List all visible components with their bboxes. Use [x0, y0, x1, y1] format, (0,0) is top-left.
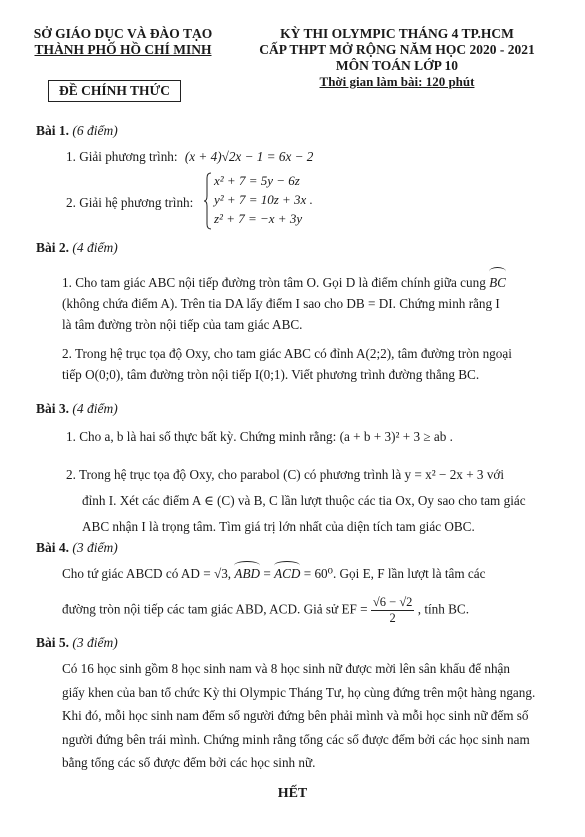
- fraction-numerator: √6 − √2: [372, 595, 413, 609]
- equation-system: [214, 172, 313, 227]
- arc-bc: BC: [489, 272, 506, 293]
- fraction-denominator: 2: [389, 611, 396, 625]
- department-line-2: THÀNH PHỐ HỒ CHÍ MINH: [34, 42, 212, 57]
- bai5-body: [62, 657, 577, 775]
- bai2-label: Bài 2.: [36, 240, 70, 255]
- bai1-label: Bài 1.: [36, 123, 70, 138]
- bai2-title: [36, 240, 118, 256]
- bai5-line5: bằng tổng các số được đếm bởi các học sinh nữ.: [62, 755, 316, 770]
- bai1-points: (6 điểm): [72, 123, 118, 138]
- bai2-part1: [62, 272, 577, 335]
- bai2-points: (4 điểm): [72, 240, 118, 255]
- bai1-q2-label: 2. Giải hệ phương trình:: [66, 195, 194, 210]
- bai3-q2-line1: 2. Trong hệ trục tọa độ Oxy, cho parabol (C) có phương trình là y = x² − 2x + 3 với: [66, 467, 505, 482]
- bai4-l1-eq: =: [260, 566, 275, 581]
- bai3-q1: 1. Cho a, b là hai số thực bất kỳ. Chứng minh rằng: (a + b + 3)² + 3 ≥ ab .: [66, 429, 453, 444]
- exam-subject: MÔN TOÁN LỚP 10: [335, 58, 459, 73]
- ef-fraction: [371, 595, 415, 626]
- angle-abd: ABD: [234, 566, 261, 581]
- bai5-points: (3 điểm): [72, 635, 118, 650]
- bai5-label: Bài 5.: [36, 635, 70, 650]
- system-eq-3: z² + 7 = −x + 3y: [214, 211, 303, 226]
- bai3-label: Bài 3.: [36, 401, 70, 416]
- bai5-line1: Có 16 học sinh gồm 8 học sinh nam và 8 học sinh nữ được mời lên sân khấu để nhận: [62, 661, 510, 676]
- bai4-line2: [62, 595, 469, 626]
- angle-acd: ACD: [274, 566, 301, 581]
- bai3-points: (4 điểm): [72, 401, 118, 416]
- bai1-q1-label: 1. Giải phương trình:: [66, 149, 178, 164]
- bai1-title: [36, 123, 118, 139]
- bai4-l2b: , tính BC.: [417, 601, 470, 617]
- bai4-l2a: đường tròn nội tiếp các tam giác ABD, ACD. Giả sử EF =: [62, 601, 368, 617]
- bai1-q1-equation: (x + 4)√2x − 1 = 6x − 2: [184, 149, 314, 164]
- exam-title-line-2: CẤP THPT MỞ RỘNG NĂM HỌC 2020 - 2021: [259, 42, 535, 57]
- bai3-q2-line3: ABC nhận I là trọng tâm. Tìm giá trị lớn nhất của diện tích tam giác OBC.: [82, 519, 475, 534]
- department-name: [18, 26, 228, 58]
- bai3-q2: [66, 462, 576, 540]
- end-marker: HẾT: [277, 786, 308, 801]
- bai2-p1-line1: 1. Cho tam giác ABC nội tiếp đường tròn tâm O. Gọi D là điểm chính giữa cung: [62, 275, 486, 290]
- bai2-part2: [62, 343, 577, 385]
- bai3-title: [36, 401, 118, 417]
- bai5-line4: người đứng bên trái mình. Chứng minh rằng tổng các số được đếm bởi các học sinh nam: [62, 731, 530, 747]
- bai5-line3: Khi đó, mỗi học sinh nam đếm số người đứng bên phải mình và mỗi học sinh nữ đếm số: [62, 708, 529, 723]
- bai5-line2: giấy khen của ban tổ chức Kỳ thi Olympic Tháng Tư, họ cùng đứng trên một hàng ngang.: [62, 684, 536, 700]
- system-brace: [204, 172, 212, 230]
- exam-title-block: [232, 26, 562, 90]
- department-line-1: SỞ GIÁO DỤC VÀ ĐÀO TẠO: [33, 26, 213, 41]
- system-eq-2: y² + 7 = 10z + 3x .: [214, 192, 313, 207]
- system-eq-1: x² + 7 = 5y − 6z: [214, 173, 300, 188]
- bai3-q2-line2: đỉnh I. Xét các điểm A ∈ (C) và B, C lần lượt thuộc các tia Ox, Oy sao cho tam giác: [82, 493, 526, 508]
- bai2-p1-line2: (không chứa điểm A). Trên tia DA lấy điểm I sao cho DB = DI. Chứng minh rằng I: [62, 296, 500, 311]
- bai2-p2-line2: tiếp O(0;0), tâm đường tròn nội tiếp I(0;1). Viết phương trình đường thẳng BC.: [62, 367, 480, 382]
- bai4-title: [36, 540, 118, 556]
- exam-time: Thời gian làm bài: 120 phút: [319, 74, 475, 89]
- official-exam-badge: ĐỀ CHÍNH THỨC: [48, 80, 181, 102]
- bai2-p2-line1: 2. Trong hệ trục tọa độ Oxy, cho tam giác ABC có đỉnh A(2;2), tâm đường tròn ngoại: [62, 346, 512, 361]
- bai4-line1: [62, 566, 486, 582]
- bai5-title: [36, 635, 118, 651]
- bai4-label: Bài 4.: [36, 540, 70, 555]
- bai4-l1b: = 60⁰. Gọi E, F lần lượt là tâm các: [300, 566, 486, 581]
- bai4-l1a: Cho tứ giác ABCD có AD = √3,: [62, 566, 232, 581]
- bai2-p1-line3: là tâm đường tròn nội tiếp của tam giác ABC.: [62, 317, 303, 332]
- exam-title-line-1: KỲ THI OLYMPIC THÁNG 4 TP.HCM: [280, 26, 514, 41]
- bai1-q1: [66, 149, 313, 165]
- bai4-points: (3 điểm): [72, 540, 118, 555]
